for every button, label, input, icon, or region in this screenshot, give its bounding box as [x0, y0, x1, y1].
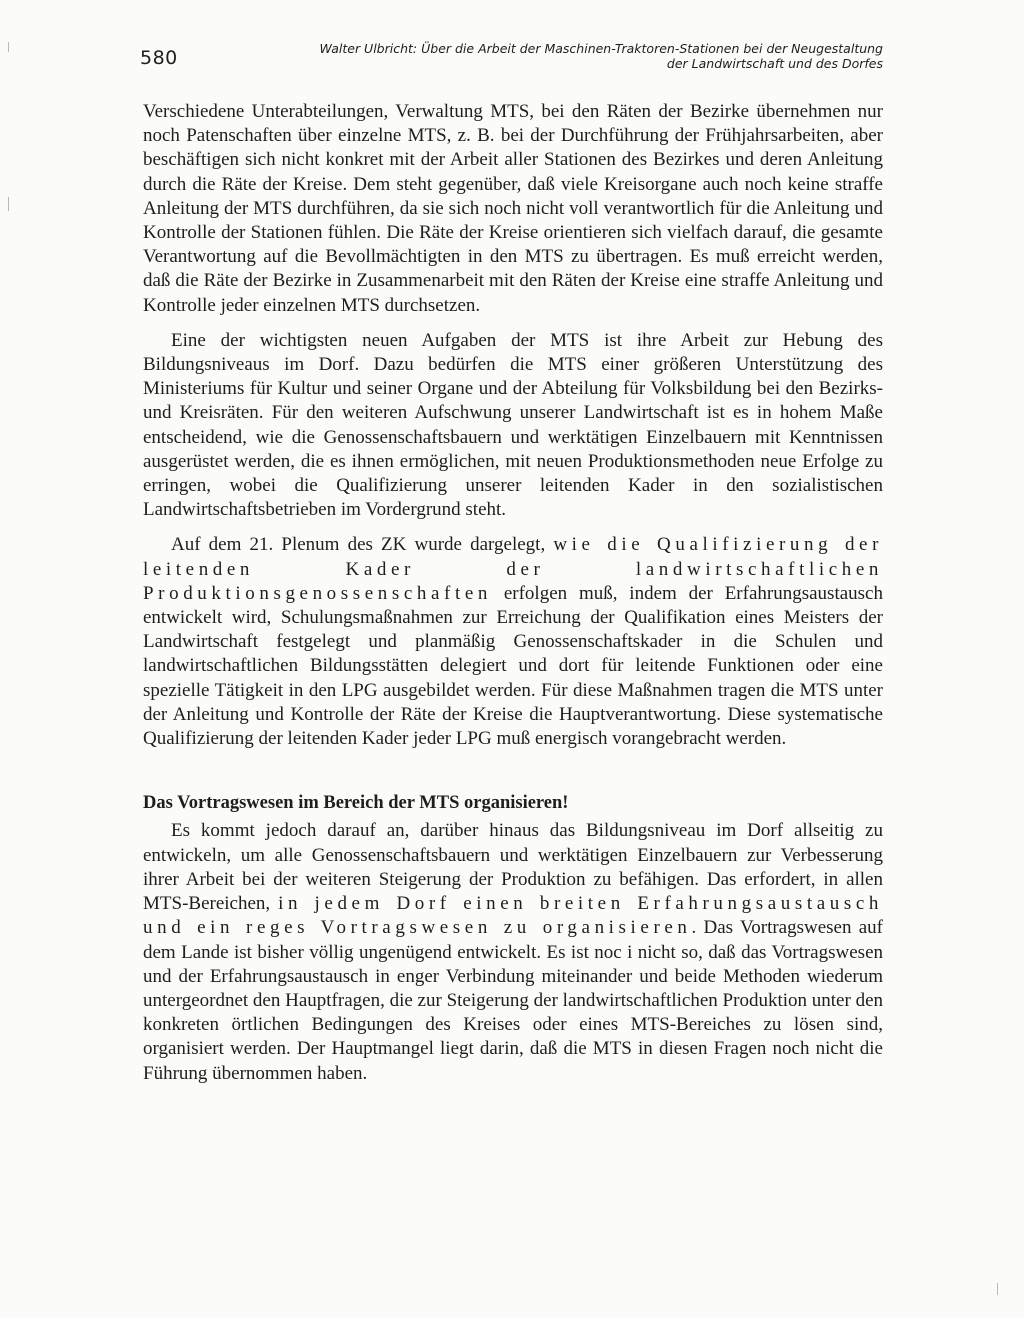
scan-margin-mark	[997, 1283, 998, 1295]
paragraph-4-spaced-emphasis: in jedem Dorf einen breiten Erfahrungsaustausch und ein reges Vortragswesen zu organisieren	[143, 893, 883, 939]
paragraph-1: Verschiedene Unterabteilungen, Verwaltung MTS, bei den Räten der Bezirke übernehmen nur noch Patenschaften über einzelne MTS, z. B. bei der Durchführung der Frühjahrsarbeiten, aber beschäftigen sich nicht konkret mit der Arbeit aller Stationen des Bezirkes und deren Anleitung durch die Räte der Kreise. Dem steht gegenüber, daß viele Kreisorgane auch noch keine straffe Anleitung der MTS durchführen, da sie sich noch nicht voll verantwortlich für die Anleitung und Kontrolle der Stationen fühlen. Die Räte der Kreise orientieren sich vielfach darauf, die gesamte Verantwortung auf die Bevollmächtigten in den MTS zu übertragen. Es muß erreicht werden, daß die Räte der Bezirke in Zusammenarbeit mit den Räten der Kreise eine straffe Anleitung und Kontrolle jeder einzelnen MTS durchsetzen.	[143, 101, 883, 316]
paragraph-4-text-before: Es kommt jedoch darauf an, darüber hinaus das Bildungsniveau im Dorf allseitig zu entwickeln, um alle Genossenschaftsbauern und werktätigen Einzelbauern zur Verbesserung ihrer Arbeit bei der weiteren Steigerung der Produktion zu befähigen. Das erfordert, in allen MTS-Bereichen,	[143, 820, 883, 915]
scan-margin-mark	[8, 42, 9, 52]
body-text	[143, 100, 883, 1086]
paragraph-2: Eine der wichtigsten neuen Aufgaben der MTS ist ihre Arbeit zur Hebung des Bildungsniveaus im Dorf. Dazu bedürfen die MTS einer größeren Unterstützung des Ministeriums für Kultur und seiner Organe und der Abteilung für Volksbildung bei den Bezirks- und Kreisräten. Für den weiteren Aufschwung unserer Landwirtschaft ist es in hohem Maße entscheidend, wie die Genossenschaftsbauern und werktätigen Einzelbauern mit Kenntnissen ausgerüstet werden, die es ihnen ermöglichen, mit neuen Produktionsmethoden neue Erfolge zu erringen, wobei die Qualifizierung unserer leitenden Kader in den sozialistischen Landwirtschaftsbetrieben im Vordergrund steht.	[143, 329, 883, 521]
running-head-line-2: der Landwirtschaft und des Dorfes	[666, 56, 883, 71]
paragraph-3-text-before: Auf dem 21. Plenum des ZK wurde dargelegt,	[171, 534, 554, 556]
running-head	[190, 41, 883, 71]
paragraph-3-spaced-emphasis: wie die Qualifizierung der leitenden Kader der landwirtschaftlichen Produktionsgenossenschaften	[143, 534, 884, 604]
scan-margin-mark	[8, 197, 9, 211]
paragraph-4	[143, 819, 883, 1085]
paragraph-3-text-after: erfolgen muß, indem der Erfahrungsaustausch entwickelt wird, Schulungsmaßnahmen zur Erreichung der Qualifikation eines Meisters der Landwirtschaft festgelegt und planmäßig Genossenschaftskader in die Schulen und landwirtschaftlichen Bildungsstätten delegiert und dort für leitende Funktionen oder eine spezielle Tätigkeit in den LPG ausgebildet werden. Für diese Maßnahmen tragen die MTS unter der Anleitung und Kontrolle der Räte der Kreise die Hauptverantwortung. Diese systematische Qualifizierung der leitenden Kader jeder LPG muß energisch vorangebracht werden.	[143, 582, 883, 750]
paragraph-4-text-after: . Das Vortragswesen auf dem Lande ist bisher völlig ungenügend entwickelt. Es ist noc i nicht so, daß das Vortragswesen und der Erfahrungsaustausch in enger Verbindung miteinander und beide Methoden wiederum untergeordnet den Hauptfragen, die zur Steigerung der landwirtschaftlichen Produktion unter den konkreten örtlichen Bedingungen des Kreises oder eines MTS-Bereiches zu lösen sind, organisiert werden. Der Hauptmangel liegt darin, daß die MTS in diesen Fragen noch nicht die Führung übernommen haben.	[143, 917, 883, 1084]
running-head-line-1: Walter Ulbricht: Über die Arbeit der Maschinen-Traktoren-Stationen bei der Neugestaltung	[319, 41, 883, 56]
section-heading: Das Vortragswesen im Bereich der MTS organisieren!	[143, 793, 569, 814]
paragraph-3	[143, 533, 883, 751]
page-number: 580	[140, 47, 178, 69]
